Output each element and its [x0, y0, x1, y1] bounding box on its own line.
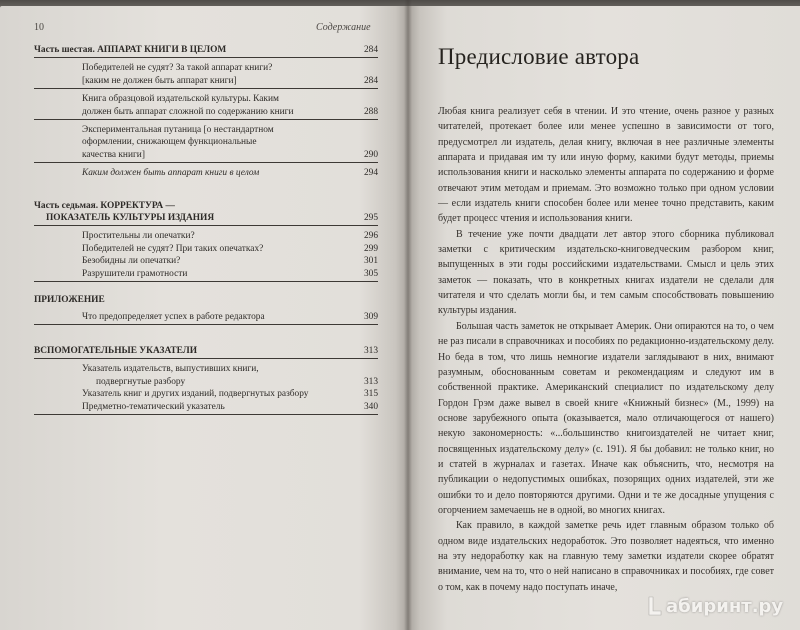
toc-heading	[34, 200, 378, 212]
toc-entry-text: Что предопределяет успех в работе редактора	[82, 311, 265, 322]
toc-entry	[34, 255, 378, 267]
toc-entry	[34, 363, 378, 375]
toc-entry	[34, 376, 378, 388]
toc-entry	[34, 75, 378, 87]
paragraph: В течение уже почти двадцати лет автор этого сборника публиковал заметки с критическим издательско-книговедческим разбором книг, выпущенных в эти годы российскими издательствами. Смысл и цель этих заметок — показать, что в конкретных книгах издатели не сделали для читателя и что сделать могли бы, и тем самым способствовать повышению культуры издания.	[438, 228, 774, 317]
body-text	[438, 104, 774, 595]
toc-entry	[34, 136, 378, 148]
toc-page-number: 313	[363, 345, 378, 356]
toc-entry	[34, 62, 378, 74]
toc-page-number: 305	[363, 268, 378, 279]
toc-heading-text: ПРИЛОЖЕНИЕ	[34, 295, 105, 306]
toc-entry	[34, 124, 378, 136]
toc-entry-text: Простительны ли опечатки?	[82, 231, 195, 242]
toc-entry-text: Победителей не судят? При таких опечатках?	[82, 243, 264, 254]
toc-page-number: 296	[363, 231, 378, 242]
toc-entry-text: Каким должен быть аппарат книги в целом	[82, 168, 260, 179]
toc-page-number: 290	[363, 149, 378, 160]
toc-entry	[34, 149, 378, 161]
divider	[34, 225, 378, 226]
toc-entry	[34, 401, 378, 413]
toc-entry-text: Указатель книг и других изданий, подвергнутых разбору	[82, 389, 309, 400]
toc-entry-text: оформлении, снижающем функциональные	[82, 137, 257, 148]
toc-entry-text: Победителей не судят? За такой аппарат книги?	[82, 63, 273, 74]
toc-page-number: 295	[363, 213, 378, 224]
toc-section-indexes	[34, 345, 378, 415]
toc-entry-text: должен быть аппарат сложной по содержанию книги	[82, 106, 294, 117]
toc-entry	[34, 93, 378, 105]
toc-page-number: 284	[363, 45, 378, 55]
left-page	[0, 6, 408, 630]
toc-entry-text: Разрушители грамотности	[82, 268, 188, 279]
divider	[34, 162, 378, 163]
toc-heading-text: ВСПОМОГАТЕЛЬНЫЕ УКАЗАТЕЛИ	[34, 345, 198, 356]
toc-entry	[34, 167, 378, 179]
book-gutter	[404, 0, 412, 630]
toc-heading-text: ПОКАЗАТЕЛЬ КУЛЬТУРЫ ИЗДАНИЯ	[46, 213, 215, 224]
toc-heading	[34, 294, 378, 306]
page-number: 10	[34, 22, 44, 33]
divider	[34, 414, 378, 415]
toc-entry-text: качества книги]	[82, 149, 145, 160]
toc-entry	[34, 388, 378, 400]
divider	[34, 281, 378, 282]
toc-page-number: 315	[363, 389, 378, 400]
watermark	[646, 595, 783, 617]
toc-entry	[34, 243, 378, 255]
toc-heading	[34, 345, 378, 357]
divider	[34, 358, 378, 359]
divider	[34, 119, 378, 120]
divider	[34, 57, 378, 58]
toc-page-number: 301	[363, 256, 378, 267]
toc-section-appendix	[34, 294, 378, 325]
toc-entry	[34, 268, 378, 280]
divider	[34, 88, 378, 89]
watermark-text: абиринт.ру	[666, 595, 784, 617]
toc-page-number: 309	[363, 311, 378, 322]
paragraph: Большая часть заметок не открывает Америк. Они опираются на то, о чем не раз писали в справочниках и пособиях по редакционно-издательскому делу. Но беда в том, что лишь немногие издатели заглядывают в них, внимают разумным, обоснованным советам и рекомендациям и следуют им в собственной практике. Американский специалист по издательскому делу Гордон Грэм даже вывел в своей книге «Книжный бизнес» (М., 1999) на основе зарубежного опыта (оказывается, мало отличающегося от нашего) некую закономерность: «...большинство книгоиздателей не читает книг, посвященных издательскому делу» (с. 191). Я бы добавил: не только книг, но и статей в журналах и газетах. Иначе как объяснить, что, несмотря на публикации о недопустимых ошибках, позорящих одних издателей, эти же ошибки то и дело повторяются другими. Одни и те же досадные упущения с огорчением замечаешь не в одной, во многих книгах.	[438, 320, 774, 516]
paragraph: Любая книга реализует себя в чтении. И это чтение, очень разное у разных читателей, протекает более или менее успешно в зависимости от того, предусмотрел ли издатель, делая книгу, включая в нее различные элементы аппарата и придавая им ту или иную форму, какими будут методы, приемы использования книги и насколько элементы аппарата по содержанию и форме отвечают этим методам и приемам. Это возможно только при одном условии — если издатель книги способен более или менее точно представить, каким будет процесс чтения и использования книги.	[438, 106, 774, 225]
table-of-contents	[34, 44, 378, 419]
toc-heading	[34, 44, 378, 56]
toc-section-part-seven	[34, 200, 378, 282]
toc-page-number: 313	[363, 376, 378, 387]
toc-heading-text: Часть шестая. АППАРАТ КНИГИ В ЦЕЛОМ	[34, 45, 227, 55]
paragraph: Как правило, в каждой заметке речь идет главным образом только об одном виде издательских недоработок. Это позволяет надеяться, что именно на эту недоработку как на главную тему заметки издатели скорее обратят внимание, чем на то, что о ней написано в справочниках и пособиях, где совет о том, как в почему надо поступать иначе,	[438, 520, 774, 593]
toc-entry-text: Книга образцовой издательской культуры. Каким	[82, 94, 279, 105]
toc-heading	[34, 212, 378, 224]
chapter-title: Предисловие автора	[438, 44, 640, 69]
toc-page-number: 288	[363, 106, 378, 117]
toc-page-number: 340	[363, 401, 378, 412]
toc-entry-text: [каким не должен быть аппарат книги]	[82, 75, 237, 86]
toc-entry-text: Указатель издательств, выпустивших книги,	[82, 364, 259, 375]
toc-entry-text: Экспериментальная путаница [о нестандартном	[82, 125, 274, 136]
toc-page-number: 299	[363, 243, 378, 254]
toc-entry	[34, 311, 378, 323]
toc-entry	[34, 106, 378, 118]
toc-page-number: 294	[363, 168, 378, 179]
toc-entry-text: Предметно-тематический указатель	[82, 401, 225, 412]
running-head: Содержание	[316, 22, 371, 33]
divider	[34, 324, 378, 325]
toc-entry	[34, 230, 378, 242]
labirint-logo-icon	[646, 595, 664, 617]
toc-heading-text: Часть седьмая. КОРРЕКТУРА —	[34, 200, 175, 211]
toc-page-number: 284	[363, 75, 378, 86]
toc-entry-text: подвергнутые разбору	[96, 376, 186, 387]
toc-entry-text: Безобидны ли опечатки?	[82, 256, 181, 267]
toc-section-part-six	[34, 44, 378, 180]
